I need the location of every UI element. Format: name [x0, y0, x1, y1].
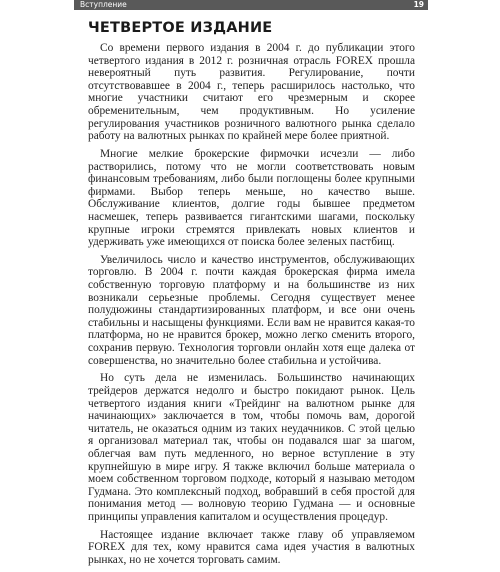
body-text: [88, 42, 415, 572]
chapter-heading: ЧЕТВЕРТОЕ ИЗДАНИЕ: [88, 20, 273, 36]
paragraph: Со времени первого издания в 2004 г. до публикации этого четвертого издания в 2012 г. розничная отрасль FOREX прошла невероятный путь развития. Регулирование, почти отсутствовавшее в 2004 г., теперь расширилось настолько, что многие участники считают его чрезмерным и скорее обременительным, чем продуктивным. Но усиление регулирования участников розничного валютного рынка сделало работу на валютных рынках по крайней мере более приятной.: [88, 42, 415, 143]
paragraph: Но суть дела не изменилась. Большинство начинающих трейдеров держатся недолго и быстро покидают рынок. Цель четвертого издания книги «Трейдинг на валютном рынке для начинающих» заключается в том, чтобы помочь вам, дорогой читатель, не оказаться одним из таких неудачников. С этой целью я организовал материал так, чтобы он подавался шаг за шагом, облегчая вам путь медленного, но верное вступление в эту крупнейшую в мире игру. Я также включил больше материала о моем собственном торговом подходе, который я называю методом Гудмана. Это комплексный подход, вобравший в себя простой для понимания метод — волновую теорию Гудмана — и основные принципы управления капиталом и осуществления процедур.: [88, 372, 415, 523]
section-title: Вступление: [80, 0, 127, 9]
paragraph: Увеличилось число и качество инструментов, обслуживающих торговлю. В 2004 г. почти каждая брокерская фирма имела собственную торговую платформу и на большинстве из них возникали серьезные проблемы. Сегодня существует менее полудюжины стандартизированных платформ, и все они очень стабильны и насыщены функциями. Если вам не нравится какая-то платформа, но не нравится брокер, можно легко сменить второго, сохранив первую. Технология торговли онлайн хотя еще далека от совершенства, но значительно более стабильна и устойчива.: [88, 253, 415, 367]
paragraph: Многие мелкие брокерские фирмочки исчезли — либо растворились, потому что не могли соответствовать новым финансовым требованиям, либо были поглощены более крупными фирмами. Выбор теперь меньше, но качество выше. Обслуживание клиентов, долгие годы бывшее предметом насмешек, теперь развивается гигантскими шагами, поскольку крупные игроки стремятся привлекать новых клиентов и удерживать уже имеющихся от поиска более зеленых пастбищ.: [88, 147, 415, 249]
page-number: 19: [413, 0, 424, 9]
paragraph: Настоящее издание включает также главу об управляемом FOREX для тех, кому нравится сама идея участия в валютных рынках, но не хочется торговать самим.: [88, 528, 415, 566]
running-header: [74, 0, 428, 10]
